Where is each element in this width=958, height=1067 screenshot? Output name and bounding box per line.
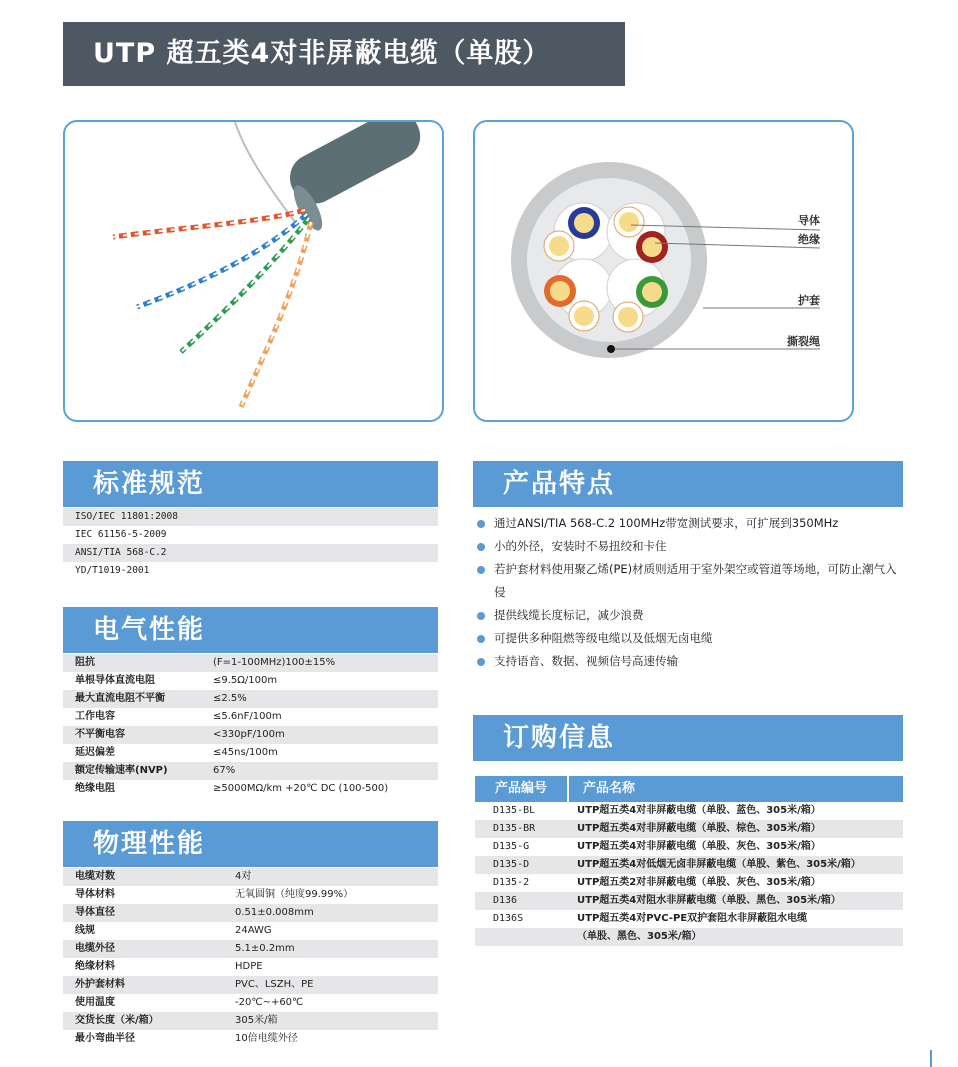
- table-row: [63, 780, 438, 798]
- table-row: [63, 922, 438, 940]
- product-name: UTP超五类4对阻水非屏蔽电缆（单股、黑色、305米/箱）: [577, 895, 841, 906]
- bullet-icon: [477, 635, 485, 643]
- row-label: 绝缘材料: [75, 961, 115, 972]
- row-label: 延迟偏差: [75, 747, 115, 758]
- feature-text: 通过ANSI/TIA 568-C.2 100MHz带宽测试要求，可扩展到350MHz: [494, 516, 839, 530]
- table-row: [63, 672, 438, 690]
- col-name-header: 产品名称: [583, 781, 636, 796]
- product-code: D135-BL: [493, 805, 536, 816]
- row-value: ≤5.6nF/100m: [213, 711, 282, 722]
- row-label: 外护套材料: [75, 979, 125, 990]
- label-jacket: 护套: [798, 294, 820, 307]
- table-row: [63, 690, 438, 708]
- table-row: [475, 874, 903, 892]
- row-value: 0.51±0.008mm: [235, 907, 314, 918]
- row-value: 67%: [213, 765, 236, 776]
- row-label: 不平衡电容: [75, 729, 125, 740]
- features-heading: 产品特点: [473, 461, 903, 507]
- product-code: D136: [493, 895, 518, 906]
- features-list: [477, 512, 907, 673]
- table-row: [63, 708, 438, 726]
- row-label: 导体材料: [75, 889, 115, 900]
- physical-heading: 物理性能: [63, 821, 438, 867]
- row-label: 电缆外径: [75, 943, 115, 954]
- bullet-icon: [477, 612, 485, 620]
- product-name: （单股、黑色、305米/箱）: [577, 931, 702, 942]
- product-name: UTP超五类4对非屏蔽电缆（单股、灰色、305米/箱）: [577, 841, 821, 852]
- row-label: 最小弯曲半径: [75, 1033, 135, 1044]
- cable-image-panel: [63, 120, 444, 422]
- row-value: 24AWG: [235, 925, 272, 936]
- ordering-heading: 订购信息: [473, 715, 903, 761]
- row-value: ≤45ns/100m: [213, 747, 278, 758]
- table-row: [475, 910, 903, 928]
- row-label: 工作电容: [75, 711, 115, 722]
- table-row: [63, 726, 438, 744]
- col-code-header: 产品编号: [475, 776, 569, 802]
- feature-item: [477, 650, 907, 673]
- product-name: UTP超五类4对PVC-PE双护套阻水非屏蔽阻水电缆: [577, 913, 808, 924]
- feature-item: [477, 558, 907, 604]
- row-value: PVC、LSZH、PE: [235, 979, 314, 990]
- row-label: 线规: [75, 925, 95, 936]
- bullet-icon: [477, 566, 485, 574]
- feature-text: 小的外径，安装时不易扭绞和卡住: [494, 539, 667, 553]
- row-value: HDPE: [235, 961, 263, 972]
- table-row: [63, 654, 438, 672]
- feature-text: 可提供多种阻燃等级电缆以及低烟无卤电缆: [494, 631, 713, 645]
- product-code: D135-2: [493, 877, 530, 888]
- physical-table: [63, 868, 438, 1048]
- feature-text: 支持语音、数据、视频信号高速传输: [494, 654, 678, 668]
- row-value: 10倍电缆外径: [235, 1033, 298, 1044]
- product-name: UTP超五类4对非屏蔽电缆（单股、棕色、305米/箱）: [577, 823, 821, 834]
- feature-item: [477, 512, 907, 535]
- label-insulation: 绝缘: [798, 233, 820, 246]
- table-row: [475, 802, 903, 820]
- ordering-header-row: [475, 776, 903, 802]
- list-item: IEC 61156-5-2009: [75, 529, 167, 540]
- table-row: [475, 838, 903, 856]
- product-code: D135-BR: [493, 823, 536, 834]
- bullet-icon: [477, 520, 485, 528]
- feature-item: [477, 604, 907, 627]
- standards-list: [63, 508, 438, 580]
- table-row: [475, 928, 903, 946]
- table-row: [63, 1030, 438, 1048]
- feature-item: [477, 535, 907, 558]
- electrical-heading: 电气性能: [63, 607, 438, 653]
- table-row: [475, 820, 903, 838]
- table-row: [63, 976, 438, 994]
- corner-mark: [930, 1050, 932, 1067]
- cross-section-panel: [473, 120, 854, 422]
- row-label: 绝缘电阻: [75, 783, 115, 794]
- ordering-table: [475, 776, 903, 946]
- row-value: 无氧圆铜（纯度99.99%）: [235, 889, 354, 900]
- table-row: [63, 1012, 438, 1030]
- table-row: [63, 994, 438, 1012]
- row-value: 5.1±0.2mm: [235, 943, 295, 954]
- bullet-icon: [477, 543, 485, 551]
- feature-text: 提供线缆长度标记，减少浪费: [494, 608, 644, 622]
- label-conductor: 导体: [798, 214, 820, 227]
- product-code: D135-G: [493, 841, 530, 852]
- product-code: D136S: [493, 913, 524, 924]
- list-item: ANSI/TIA 568-C.2: [63, 544, 438, 562]
- product-code: D135-D: [493, 859, 530, 870]
- standards-heading: 标准规范: [63, 461, 438, 507]
- label-ripcord: 撕裂绳: [787, 335, 820, 348]
- row-label: 额定传输速率(NVP): [75, 765, 168, 776]
- row-value: 4对: [235, 871, 252, 882]
- table-row: [475, 856, 903, 874]
- row-value: 305米/箱: [235, 1015, 278, 1026]
- row-label: 导体直径: [75, 907, 115, 918]
- row-value: (F=1-100MHz)100±15%: [213, 657, 336, 668]
- table-row: [475, 892, 903, 910]
- product-name: UTP超五类2对非屏蔽电缆（单股、灰色、305米/箱）: [577, 877, 821, 888]
- table-row: [63, 762, 438, 780]
- cross-section-diagram: [475, 122, 852, 420]
- table-row: [63, 904, 438, 922]
- row-value: ≥5000MΩ/km +20℃ DC (100-500): [213, 783, 389, 794]
- table-row: [63, 940, 438, 958]
- row-value: <330pF/100m: [213, 729, 285, 740]
- row-value: ≤2.5%: [213, 693, 247, 704]
- bullet-icon: [477, 658, 485, 666]
- table-row: [63, 958, 438, 976]
- row-label: 交货长度（米/箱）: [75, 1015, 159, 1026]
- table-row: [63, 868, 438, 886]
- row-label: 最大直流电阻不平衡: [75, 693, 165, 704]
- electrical-table: [63, 654, 438, 798]
- row-label: 使用温度: [75, 997, 115, 1008]
- row-label: 单根导体直流电阻: [75, 675, 155, 686]
- table-row: [63, 886, 438, 904]
- row-value: -20℃~+60℃: [235, 997, 304, 1008]
- feature-item: [477, 627, 907, 650]
- page-title: UTP 超五类4对非屏蔽电缆（单股）: [63, 22, 625, 86]
- row-label: 阻抗: [75, 657, 95, 668]
- list-item: YD/T1019-2001: [75, 565, 150, 576]
- cable-illustration: [65, 122, 442, 420]
- product-name: UTP超五类4对非屏蔽电缆（单股、蓝色、305米/箱）: [577, 805, 821, 816]
- row-value: ≤9.5Ω/100m: [213, 675, 278, 686]
- row-label: 电缆对数: [75, 871, 115, 882]
- list-item: ISO/IEC 11801:2008: [63, 508, 438, 526]
- product-code: [475, 928, 567, 946]
- product-name: UTP超五类4对低烟无卤非屏蔽电缆（单股、紫色、305米/箱）: [577, 859, 861, 870]
- feature-text: 若护套材料使用聚乙烯(PE)材质则适用于室外架空或管道等场地，可防止潮气入侵: [494, 562, 897, 599]
- table-row: [63, 744, 438, 762]
